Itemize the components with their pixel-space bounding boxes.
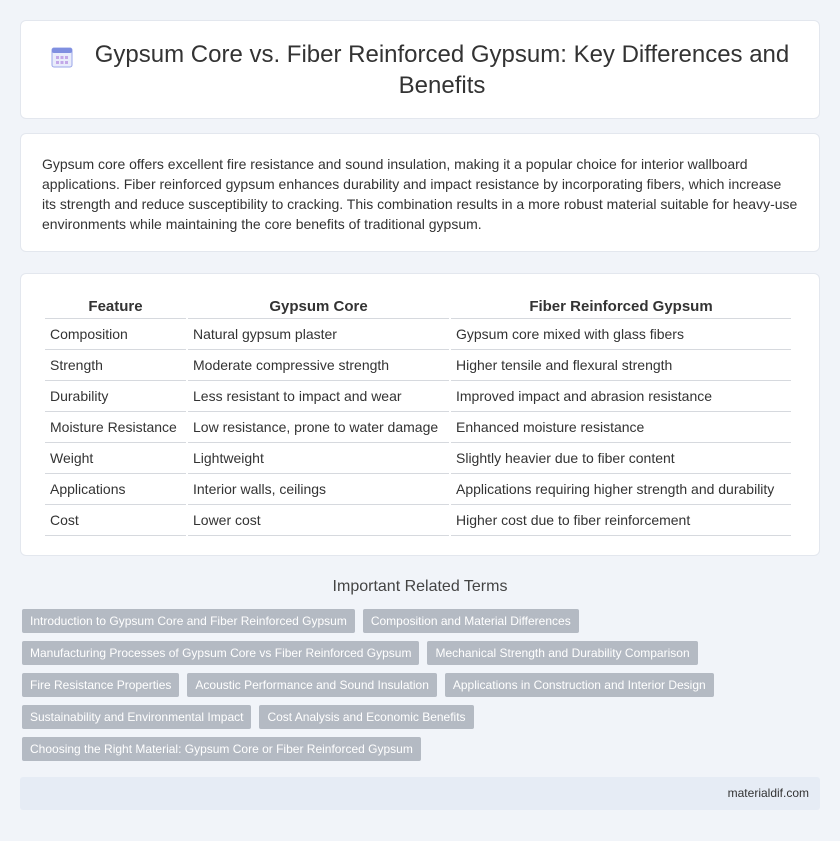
table-row xyxy=(45,381,791,412)
table-cell: Low resistance, prone to water damage xyxy=(188,412,449,443)
table-cell: Applications xyxy=(45,474,186,505)
title-card xyxy=(20,20,820,119)
related-term-tag[interactable]: Sustainability and Environmental Impact xyxy=(22,705,251,729)
table-cell: Slightly heavier due to fiber content xyxy=(451,443,791,474)
table-header-row xyxy=(45,296,791,319)
tag-row xyxy=(22,737,822,761)
table-cell: Gypsum core mixed with glass fibers xyxy=(451,319,791,350)
table-row xyxy=(45,474,791,505)
related-terms-list xyxy=(22,609,822,769)
tag-row xyxy=(22,641,822,665)
table-row xyxy=(45,412,791,443)
footer-site-name[interactable]: materialdif.com xyxy=(727,786,809,800)
table-row xyxy=(45,505,791,536)
table-row xyxy=(45,319,791,350)
footer xyxy=(20,777,820,810)
table-cell: Improved impact and abrasion resistance xyxy=(451,381,791,412)
header-fiber-reinforced: Fiber Reinforced Gypsum xyxy=(451,296,791,319)
table-cell: Less resistant to impact and wear xyxy=(188,381,449,412)
related-terms-heading: Important Related Terms xyxy=(332,578,508,595)
table-cell: Enhanced moisture resistance xyxy=(451,412,791,443)
comparison-card xyxy=(20,273,820,556)
related-term-tag[interactable]: Composition and Material Differences xyxy=(363,609,579,633)
table-row xyxy=(45,443,791,474)
related-term-tag[interactable]: Manufacturing Processes of Gypsum Core vs Fiber Reinforced Gypsum xyxy=(22,641,419,665)
table-cell: Moderate compressive strength xyxy=(188,350,449,381)
table-cell: Strength xyxy=(45,350,186,381)
table-cell: Weight xyxy=(45,443,186,474)
table-cell: Lower cost xyxy=(188,505,449,536)
tag-row xyxy=(22,705,822,729)
document-icon xyxy=(50,45,74,69)
table-cell: Composition xyxy=(45,319,186,350)
related-term-tag[interactable]: Acoustic Performance and Sound Insulation xyxy=(187,673,436,697)
table-cell: Moisture Resistance xyxy=(45,412,186,443)
related-term-tag[interactable]: Applications in Construction and Interior Design xyxy=(445,673,714,697)
table-cell: Applications requiring higher strength and durability xyxy=(451,474,791,505)
title-row xyxy=(50,39,790,101)
table-cell: Natural gypsum plaster xyxy=(188,319,449,350)
related-term-tag[interactable]: Cost Analysis and Economic Benefits xyxy=(259,705,473,729)
intro-paragraph: Gypsum core offers excellent fire resistance and sound insulation, making it a popular choice for interior wallboard applications. Fiber reinforced gypsum enhances durability and impact resistance by incorporating fibers, which increase its strength and reduce susceptibility to cracking. This combination results in a more robust material suitable for heavy-use environments while maintaining the core benefits of traditional gypsum. xyxy=(42,156,798,232)
related-term-tag[interactable]: Fire Resistance Properties xyxy=(22,673,179,697)
intro-card xyxy=(20,133,820,252)
tag-row xyxy=(22,609,822,633)
related-term-tag[interactable]: Choosing the Right Material: Gypsum Core or Fiber Reinforced Gypsum xyxy=(22,737,421,761)
table-row xyxy=(45,350,791,381)
related-term-tag[interactable]: Introduction to Gypsum Core and Fiber Reinforced Gypsum xyxy=(22,609,355,633)
table-cell: Interior walls, ceilings xyxy=(188,474,449,505)
table-cell: Higher cost due to fiber reinforcement xyxy=(451,505,791,536)
table-cell: Higher tensile and flexural strength xyxy=(451,350,791,381)
comparison-table xyxy=(43,296,793,536)
table-cell: Durability xyxy=(45,381,186,412)
table-cell: Cost xyxy=(45,505,186,536)
related-term-tag[interactable]: Mechanical Strength and Durability Comparison xyxy=(427,641,697,665)
tag-row xyxy=(22,673,822,697)
page-title: Gypsum Core vs. Fiber Reinforced Gypsum: Key Differences and Benefits xyxy=(94,40,790,99)
header-feature: Feature xyxy=(45,296,186,319)
header-gypsum-core: Gypsum Core xyxy=(188,296,449,319)
table-cell: Lightweight xyxy=(188,443,449,474)
